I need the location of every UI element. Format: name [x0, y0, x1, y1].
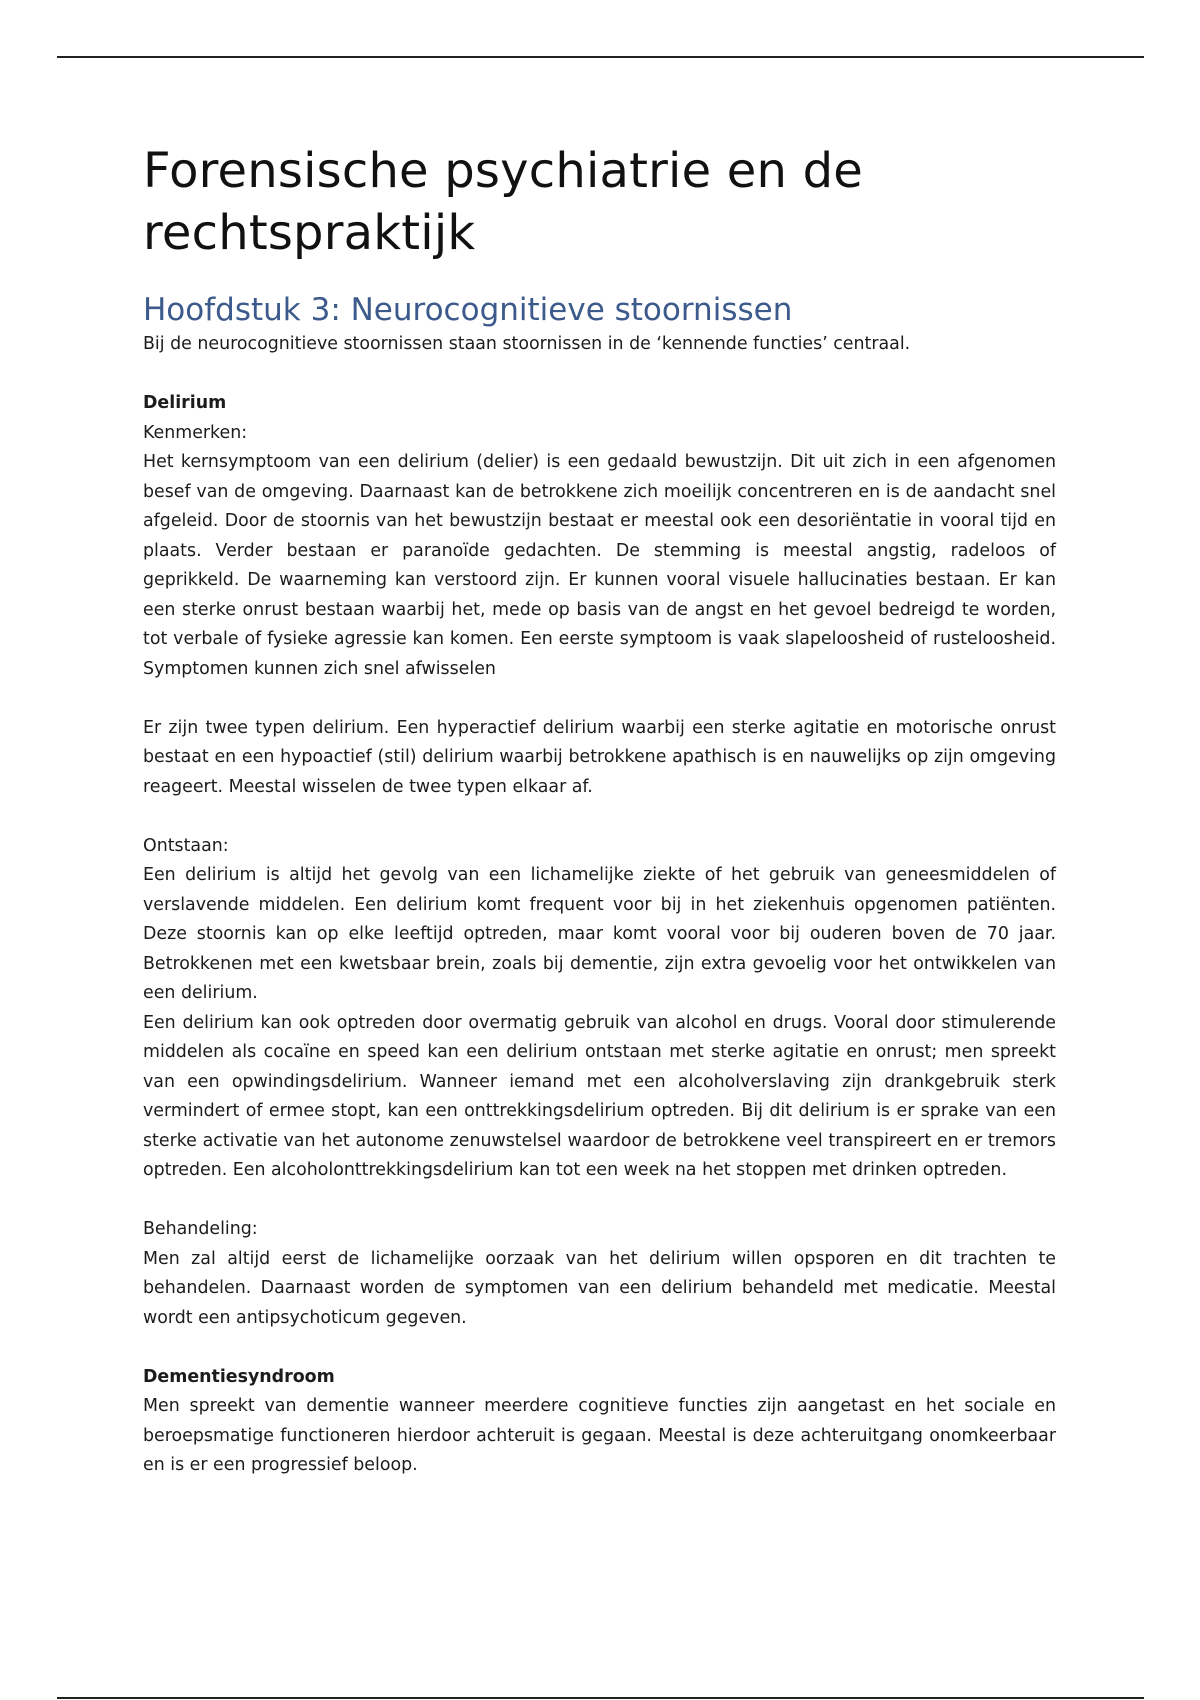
- kenmerken-paragraph: Het kernsymptoom van een delirium (delier) is een gedaald bewustzijn. Dit uit zich in een afgenomen besef van de omgeving. Daarnaast kan de betrokkene zich moeilijk concentreren en is de aandacht snel afgeleid. Door de stoornis van het bewustzijn bestaat er meestal ook een desoriëntatie in vooral tijd en plaats. Verder bestaan er paranoïde gedachten. De stemming is meestal angstig, radeloos of geprikkeld. De waarneming kan verstoord zijn. Er kunnen vooral visuele hallucinaties bestaan. Er kan een sterke onrust bestaan waarbij het, mede op basis van de angst en het gevoel bedreigd te worden, tot verbale of fysieke agressie kan komen. Een eerste symptoom is vaak slapeloosheid of rusteloosheid. Symptomen kunnen zich snel afwisselen: [143, 452, 1056, 679]
- typen-paragraph: Er zijn twee typen delirium. Een hyperactief delirium waarbij een sterke agitatie en motorische onrust bestaat en een hypoactief (stil) delirium waarbij betrokkene apathisch is en nauwelijks op zijn omgeving reageert. Meestal wisselen de twee typen elkaar af.: [143, 717, 1056, 797]
- ontstaan-paragraph-2: Een delirium kan ook optreden door overmatig gebruik van alcohol en drugs. Vooral door stimulerende middelen als cocaïne en speed kan een delirium ontstaan met sterke agitatie en onrust; men spreekt van een opwindingsdelirium. Wanneer iemand met een alcoholverslaving zijn drankgebruik sterk vermindert of ermee stopt, kan een onttrekkingsdelirium optreden. Bij dit delirium is er sprake van een sterke activatie van het autonome zenuwstelsel waardoor de betrokkene veel transpireert en er tremors optreden. Een alcoholonttrekkingsdelirium kan tot een week na het stoppen met drinken optreden.: [143, 1012, 1056, 1180]
- header-rule: [57, 56, 1144, 58]
- ontstaan-paragraph-1: Een delirium is altijd het gevolg van een lichamelijke ziekte of het gebruik van geneesmiddelen of verslavende middelen. Een delirium komt frequent voor bij in het ziekenhuis opgenomen patiënten. Deze stoornis kan op elke leeftijd optreden, maar komt vooral voor bij ouderen boven de 70 jaar. Betrokkenen met een kwetsbaar brein, zoals bij dementie, zijn extra gevoelig voor het ontwikkelen van een delirium.: [143, 865, 1056, 1003]
- behandeling-paragraph: Men zal altijd eerst de lichamelijke oorzaak van het delirium willen opsporen en dit trachten te behandelen. Daarnaast worden de symptomen van een delirium behandeld met medicatie. Meestal wordt een antipsychoticum gegeven.: [143, 1248, 1056, 1328]
- section-heading-dementie: Dementiesyndroom: [143, 1366, 335, 1387]
- ontstaan-label: Ontstaan:: [143, 835, 229, 856]
- kenmerken-label: Kenmerken:: [143, 422, 248, 443]
- dementie-paragraph: Men spreekt van dementie wanneer meerdere cognitieve functies zijn aangetast en het sociale en beroepsmatige functioneren hierdoor achteruit is gegaan. Meestal is deze achteruitgang onomkeerbaar en is er een progressief beloop.: [143, 1396, 1056, 1475]
- spacer: [143, 1333, 1056, 1363]
- section-heading-delirium: Delirium: [143, 393, 227, 413]
- document-title: Forensische psychiatrie en de rechtspraktijk: [143, 143, 863, 261]
- spacer: [143, 1186, 1056, 1216]
- chapter-heading: Hoofdstuk 3: Neurocognitieve stoornissen: [143, 292, 793, 328]
- footer-rule: [57, 1697, 1144, 1699]
- intro-paragraph: Bij de neurocognitieve stoornissen staan stoornissen in de ‘kennende functies’ centraal.: [143, 334, 911, 354]
- behandeling-label: Behandeling:: [143, 1219, 258, 1239]
- spacer: [143, 360, 1056, 390]
- spacer: [143, 802, 1056, 832]
- spacer: [143, 684, 1056, 714]
- document-body: [143, 140, 1056, 1481]
